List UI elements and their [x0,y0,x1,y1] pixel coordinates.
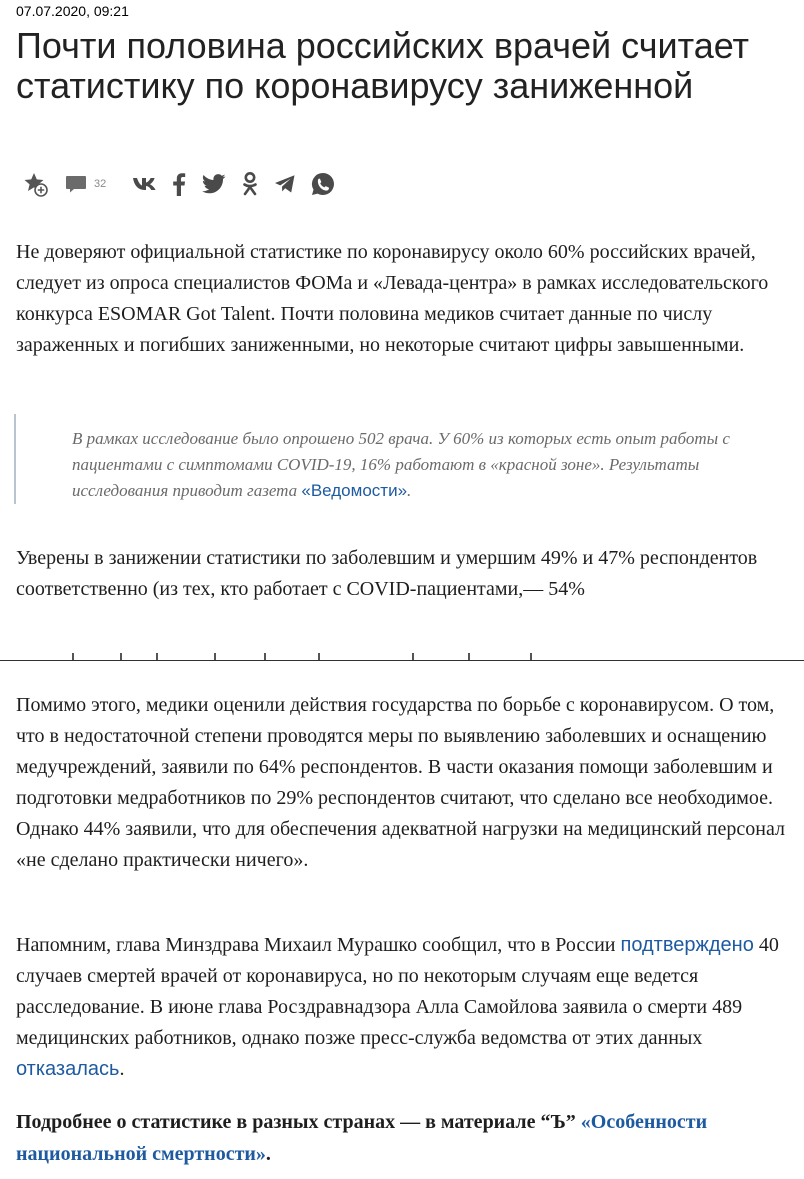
telegram-icon [274,174,296,194]
quote-text [72,426,798,504]
paragraph-statistics: Уверены в занижении статистики по заболевшим и умершим 49% и 47% респондентов соответственно (из тех, кто работает с COVID-пациентами,— 54% [16,547,758,600]
clipped-text-remnant [16,653,616,660]
whatsapp-icon [310,171,336,197]
share-twitter-button[interactable] [202,174,226,194]
favorite-add-button[interactable] [22,170,50,198]
paragraph-government-actions: Помимо этого, медики оценили действия государства по борьбе с коронавирусом. О том, что в недостаточной степени проводятся меры по выявлению заболевших и оснащению медучреждений, заявили по 64% респондентов. В части оказания помощи заболевшим и подготовки медработников по 29% респондентов считают, что сделано все необходимое. Однако 44% заявили, что для обеспечения адекватной нагрузки на медицинский персонал «не сделано практически ничего». [16,694,785,871]
share-odnoklassniki-button[interactable] [242,171,258,197]
confirmed-link[interactable]: подтверждено [620,934,754,956]
favorite-add-icon [22,170,50,198]
article-title: Почти половина российских врачей считает статистику по коронавирусу заниженной [16,25,750,106]
related-text: Подробнее о статистике в разных странах — в материале “Ъ” [16,1111,581,1133]
odnoklassniki-icon [242,171,258,197]
comments-button[interactable] [64,173,106,195]
share-facebook-button[interactable] [172,172,186,196]
related-end: . [265,1143,271,1165]
related-material [16,1106,800,1170]
blockquote [14,414,800,504]
quote-body: В рамках исследование было опрошено 502 врача. У 60% из которых есть опыт работы с пациентами с симптомами COVID-19, 16% работают в «красной зоне». Результаты исследования приводит газета [72,429,730,500]
paragraph-reminder [16,930,800,1085]
paragraph-intro: Не доверяют официальной статистике по коронавирусу около 60% российских врачей, следует из опроса специалистов ФОМа и «Левада-центра» в рамках исследовательского конкурса ESOMAR Got Talent. Почти половина медиков считает данные по числу зараженных и погибших заниженными, но некоторые считают цифры завышенными. [16,241,769,356]
reminder-text-1: Напомним, глава Минздрава Михаил Мурашко сообщил, что в России [16,934,621,956]
vk-icon [132,176,158,192]
comments-count: 32 [94,178,107,190]
twitter-icon [202,174,226,194]
quote-end: . [407,481,412,500]
reminder-text-2: 40 случаев смертей врачей от коронавируса, но по некоторым случаям еще ведется расследование. В июне глава Росздравнадзора Алла Самойлова заявила о смерти 489 медицинских работников, однако позже пресс-служба ведомства от этих данных [16,934,779,1049]
comment-icon [64,173,88,195]
share-whatsapp-button[interactable] [310,171,336,197]
facebook-icon [172,172,186,196]
reminder-text-3: . [119,1058,125,1080]
related-article-link[interactable]: «Особенности национальной смертности» [16,1111,708,1165]
vedomosti-link[interactable]: «Ведомости» [301,481,408,500]
article-date: 07.07.2020, 09:21 [16,3,129,19]
share-vk-button[interactable] [132,176,158,192]
share-telegram-button[interactable] [274,174,296,194]
divider-line [0,660,804,661]
refused-link[interactable]: отказалась [16,1058,120,1080]
article-toolbar [22,168,336,200]
